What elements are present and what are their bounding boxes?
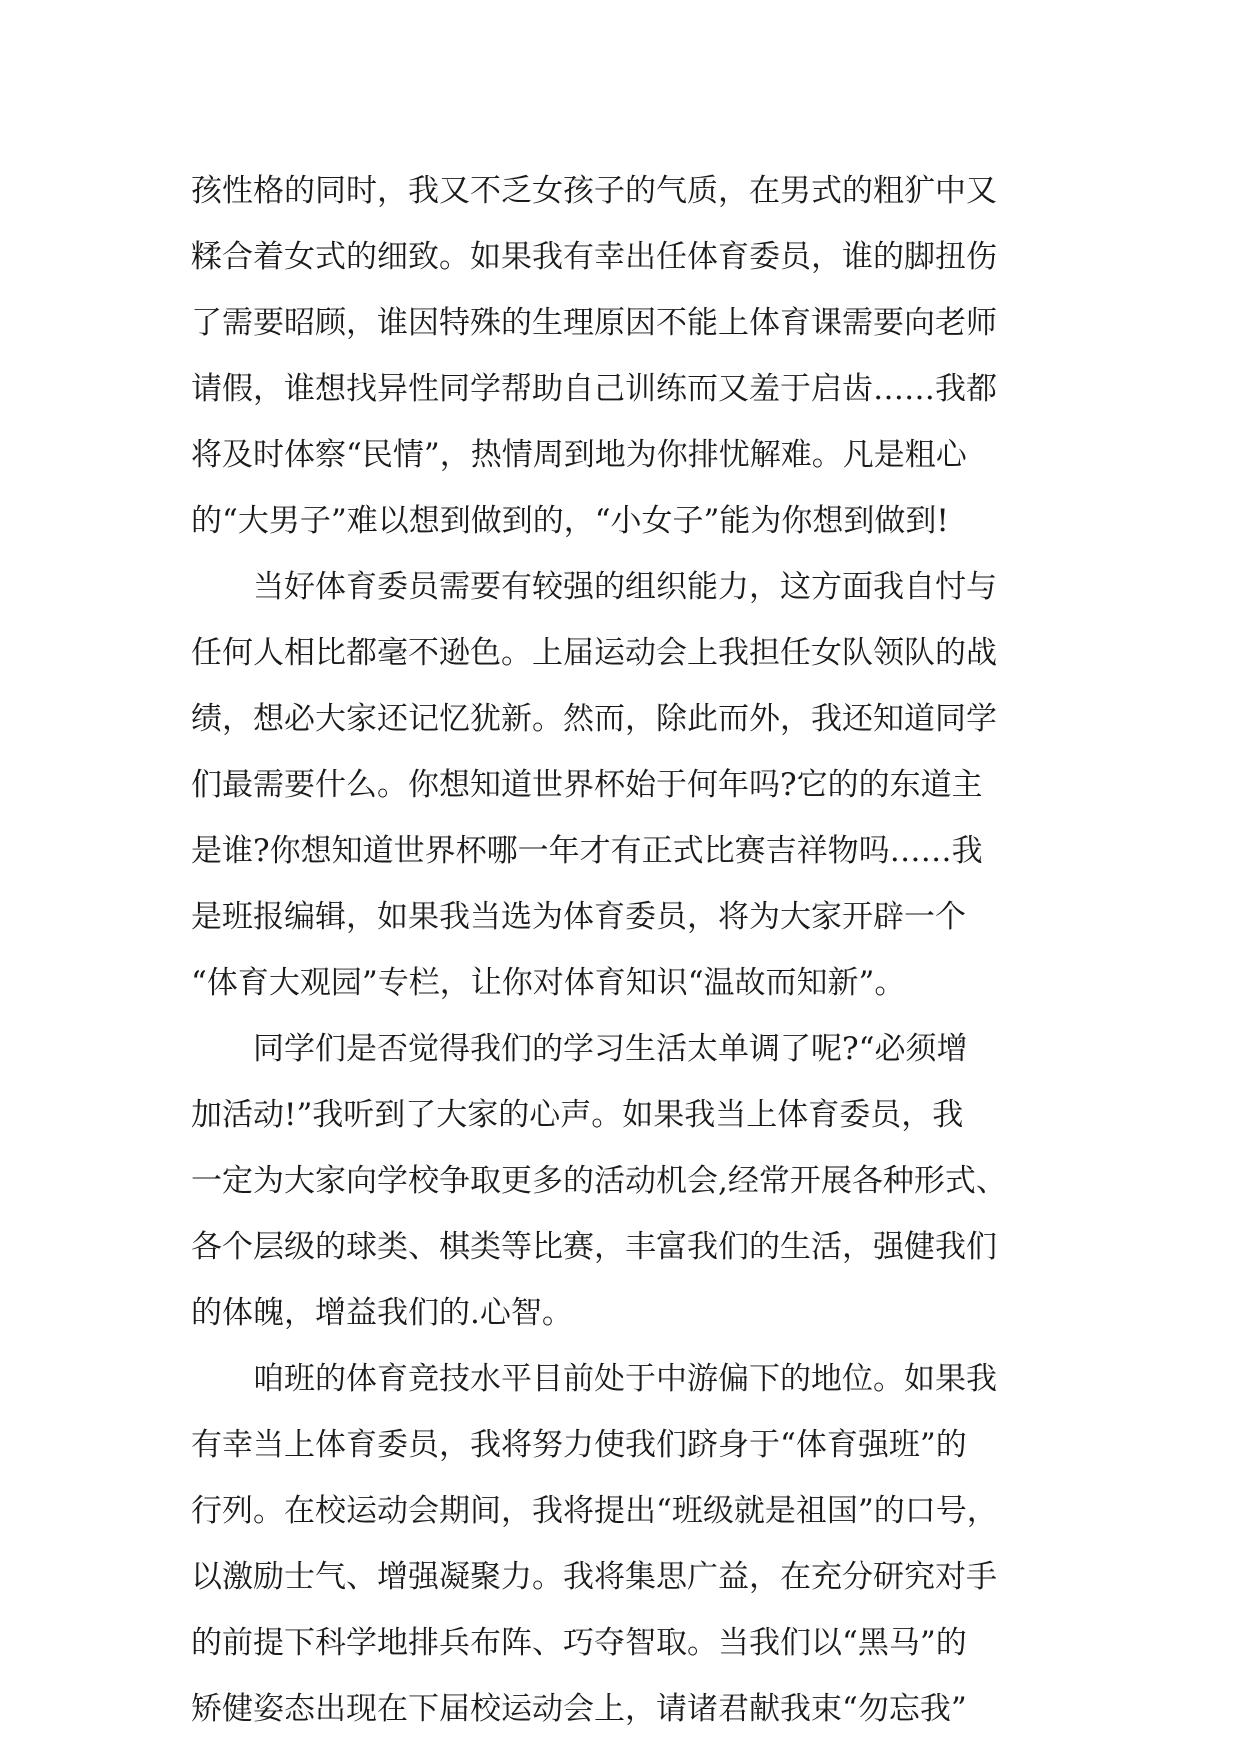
text-line: 的前提下科学地排兵布阵、巧夺智取。当我们以“黑马”的 xyxy=(191,1625,967,1661)
paragraph xyxy=(191,554,1071,1016)
text-line: 以激励士气、增强凝聚力。我将集思广益，在充分研究对手 xyxy=(191,1559,997,1595)
text-line: 一定为大家向学校争取更多的活动机会,经常开展各种形式、 xyxy=(191,1163,1007,1199)
text-line: 的体魄，增益我们的.心智。 xyxy=(191,1295,573,1331)
text-line: “体育大观园”专栏，让你对体育知识“温故而知新”。 xyxy=(191,965,906,1001)
text-line: 们最需要什么。你想知道世界杯始于何年吗?它的的东道主 xyxy=(191,767,983,803)
document-body xyxy=(191,158,1071,1742)
text-line: 将及时体察“民情”，热情周到地为你排忧解难。凡是粗心 xyxy=(191,437,967,473)
text-line: 的“大男子”难以想到做到的，“小女子”能为你想到做到! xyxy=(191,503,949,539)
text-line: 是班报编辑，如果我当选为体育委员，将为大家开辟一个 xyxy=(191,899,966,935)
text-line: 孩性格的同时，我又不乏女孩子的气质，在男式的粗犷中又 xyxy=(191,173,997,209)
text-line: 各个层级的球类、棋类等比赛，丰富我们的生活，强健我们 xyxy=(191,1229,997,1265)
text-line: 加活动!”我听到了大家的心声。如果我当上体育委员，我 xyxy=(191,1097,964,1133)
text-line: 了需要昭顾，谁因特殊的生理原因不能上体育课需要向老师 xyxy=(191,305,997,341)
text-line: 同学们是否觉得我们的学习生活太单调了呢?“必须增 xyxy=(253,1031,968,1067)
text-line: 任何人相比都毫不逊色。上届运动会上我担任女队领队的战 xyxy=(191,635,997,671)
text-line: 有幸当上体育委员，我将努力使我们跻身于“体育强班”的 xyxy=(191,1427,967,1463)
text-line: 糅合着女式的细致。如果我有幸出任体育委员，谁的脚扭伤 xyxy=(191,239,997,275)
text-line: 请假，谁想找异性同学帮助自己训练而又羞于启齿……我都 xyxy=(191,371,997,407)
text-line: 矫健姿态出现在下届校运动会上，请诸君献我束“勿忘我” xyxy=(191,1691,967,1727)
text-line: 当好体育委员需要有较强的组织能力，这方面我自忖与 xyxy=(253,569,997,605)
paragraph xyxy=(191,1346,1071,1742)
text-line: 绩，想必大家还记忆犹新。然而，除此而外，我还知道同学 xyxy=(191,701,997,737)
text-line: 咱班的体育竞技水平目前处于中游偏下的地位。如果我 xyxy=(253,1361,997,1397)
paragraph xyxy=(191,158,1071,554)
text-line: 行列。在校运动会期间，我将提出“班级就是祖国”的口号， xyxy=(191,1493,998,1529)
text-line: 是谁?你想知道世界杯哪一年才有正式比赛吉祥物吗……我 xyxy=(191,833,983,869)
paragraph xyxy=(191,1016,1071,1346)
